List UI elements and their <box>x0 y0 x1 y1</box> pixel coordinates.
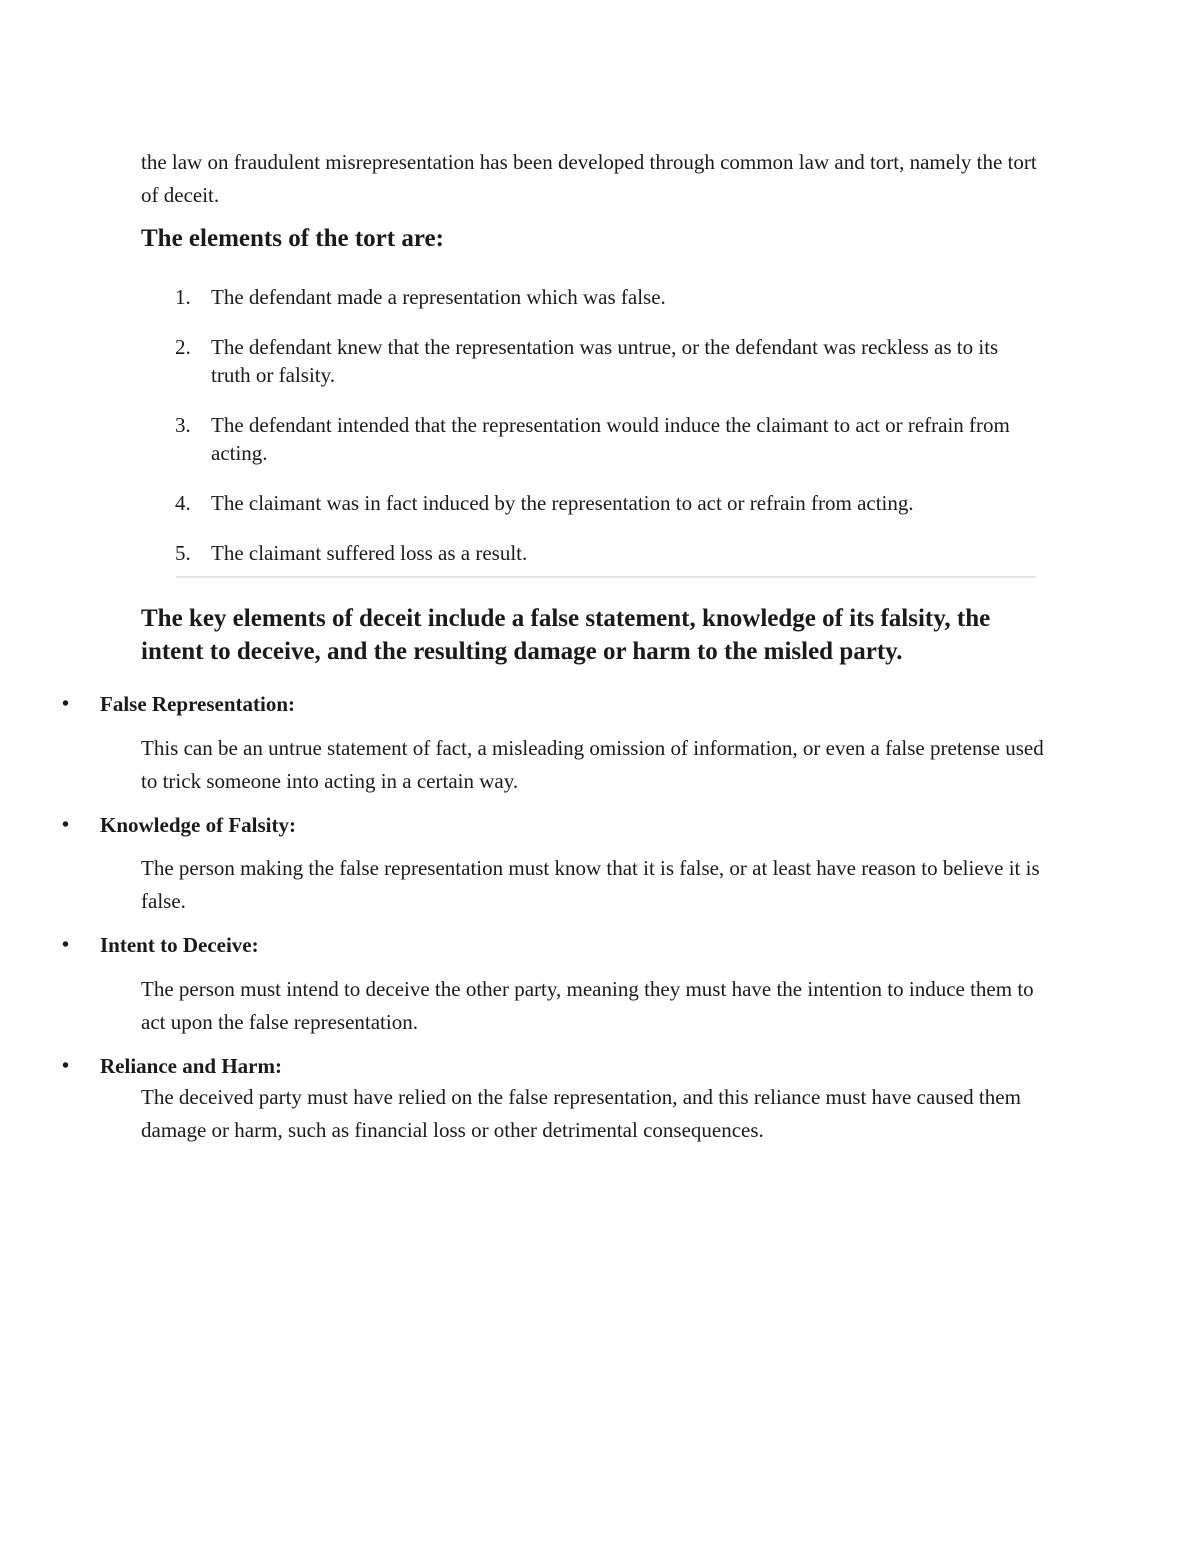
section-divider <box>176 576 1036 578</box>
list-item-number: 2. <box>175 335 191 359</box>
list-item <box>175 411 1035 467</box>
list-item-number: 1. <box>175 285 191 309</box>
elements-heading: The elements of the tort are: <box>141 225 444 252</box>
bullet-icon: • <box>62 934 70 956</box>
list-item-text: The defendant intended that the representation would induce the claimant to act or refrain from acting. <box>211 413 1010 465</box>
list-item <box>175 333 1035 389</box>
list-item <box>175 539 1035 567</box>
list-item-text: The claimant was in fact induced by the representation to act or refrain from acting. <box>211 491 914 515</box>
bullet-icon: • <box>62 693 70 715</box>
elements-list <box>175 283 1035 589</box>
bullet-icon: • <box>62 1055 70 1077</box>
key-element-description: The person making the false representation must know that it is false, or at least have reason to believe it is false. <box>141 856 1040 913</box>
key-element-description: This can be an untrue statement of fact, a misleading omission of information, or even a false pretense used to trick someone into acting in a certain way. <box>141 736 1044 793</box>
list-item-number: 4. <box>175 491 191 515</box>
list-item-text: The claimant suffered loss as a result. <box>211 541 528 565</box>
key-elements-heading: The key elements of deceit include a false statement, knowledge of its falsity, the intent to deceive, and the resulting damage or harm to the misled party. <box>141 605 991 665</box>
key-element-title: Intent to Deceive: <box>100 933 259 957</box>
list-item-text: The defendant knew that the representation was untrue, or the defendant was reckless as to its truth or falsity. <box>211 335 999 387</box>
list-item-number: 3. <box>175 413 191 437</box>
list-item <box>175 489 1035 517</box>
key-element-title: Knowledge of Falsity: <box>100 813 296 837</box>
list-item-text: The defendant made a representation which was false. <box>211 285 666 309</box>
bullet-icon: • <box>62 814 70 836</box>
key-element-description: The deceived party must have relied on the false representation, and this reliance must have caused them damage or harm, such as financial loss or other detrimental consequences. <box>141 1085 1021 1142</box>
key-element-title: Reliance and Harm: <box>100 1054 282 1078</box>
key-element-title: False Representation: <box>100 692 295 716</box>
intro-paragraph: the law on fraudulent misrepresentation has been developed through common law and tort, namely the tort of deceit. <box>141 150 1037 207</box>
list-item-number: 5. <box>175 541 191 565</box>
list-item <box>175 283 1035 311</box>
key-element-description: The person must intend to deceive the other party, meaning they must have the intention to induce them to act upon the false representation. <box>141 977 1034 1034</box>
